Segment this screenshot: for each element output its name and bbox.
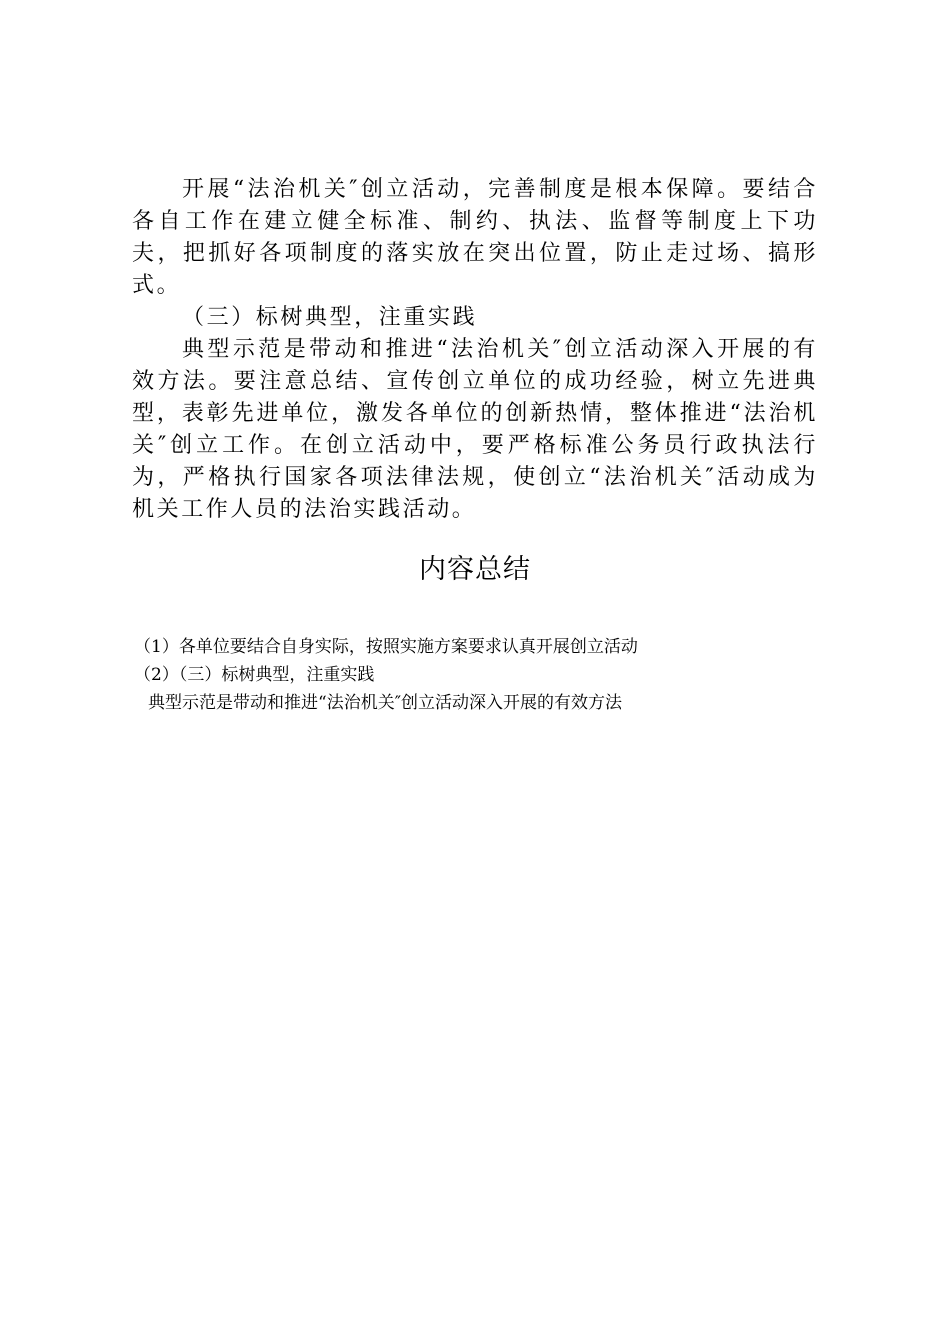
body-paragraph: 典型示范是带动和推进“法治机关″创立活动深入开展的有效方法。要注意总结、宣传创立单位的成功经验，树立先进典型，表彰先进单位，激发各单位的创新热情，整体推进“法治机关″创立工作。在创立活动中，要严格标准公务员行政执法行为，严格执行国家各项法律法规，使创立“法治机关″活动成为机关工作人员的法治实践活动。: [132, 337, 818, 522]
summary-title: 内容总结: [419, 554, 531, 585]
body-paragraph: 开展“法治机关″创立活动，完善制度是根本保障。要结合各自工作在建立健全标准、制约、执法、监督等制度上下功夫，把抓好各项制度的落实放在突出位置，防止走过场、搞形式。: [132, 177, 818, 298]
summary-item-detail: 典型示范是带动和推进“法治机关″创立活动深入开展的有效方法: [148, 693, 623, 713]
summary-list: [134, 633, 834, 717]
summary-item: （2）（三）标树典型，注重实践: [134, 665, 375, 685]
section-heading: （三）标树典型，注重实践: [182, 305, 478, 330]
summary-item: （1）各单位要结合自身实际，按照实施方案要求认真开展创立活动: [134, 637, 638, 657]
